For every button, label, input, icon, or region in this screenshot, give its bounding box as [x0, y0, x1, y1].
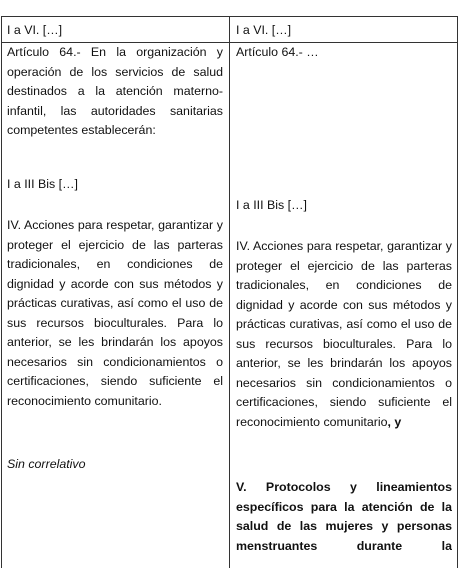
left-iv-line: certificaciones, siendo suficiente el	[7, 374, 223, 388]
right-v-line: específicos para la atención de la	[236, 499, 452, 514]
right-iv-line: necesarios sin condicionamientos o	[236, 375, 452, 390]
left-article-line: competentes establecerán:	[7, 123, 156, 137]
right-iv-line: prácticas curativas, así como el uso de	[236, 317, 452, 331]
right-iv-line: IV. Acciones para respetar, garantizar y	[236, 239, 452, 253]
left-iv-line: necesarios sin condicionamientos o	[7, 354, 223, 369]
right-iv-last-line	[236, 413, 452, 433]
right-v-line: salud de las mujeres y personas	[236, 519, 452, 533]
left-sin-correlativo	[7, 455, 223, 475]
left-fraction-iv	[7, 216, 223, 411]
table-border-middle	[229, 16, 230, 568]
left-article-line: infantil, las autoridades sanitarias	[7, 103, 223, 118]
table-border-right	[457, 16, 458, 568]
table-border-top	[1, 16, 458, 17]
table-border-left	[1, 16, 2, 568]
right-iv-last-text: reconocimiento comunitario	[236, 414, 388, 429]
right-bis-cell	[236, 196, 452, 216]
sin-correlativo-text: Sin correlativo	[7, 457, 86, 471]
left-iv-line: proteger el ejercicio de las parteras	[7, 237, 223, 252]
right-iv-line: anterior, se les brindarán los apoyos	[236, 356, 452, 370]
left-iv-line: tradicionales, en condiciones de	[7, 257, 223, 271]
right-iv-line: tradicionales, en condiciones de	[236, 278, 452, 292]
right-fraction-iv	[236, 237, 452, 432]
left-article-64	[7, 43, 223, 141]
right-header-text: I a VI. […]	[236, 23, 292, 37]
left-iv-line: prácticas curativas, así como el uso de	[7, 296, 223, 310]
left-iv-line: reconocimiento comunitario.	[7, 393, 162, 408]
left-iv-line: IV. Acciones para respetar, garantizar y	[7, 218, 223, 232]
left-bis-cell	[7, 175, 223, 195]
left-iv-line: sus recursos bioculturales. Para lo	[7, 315, 223, 330]
right-article-text: Artículo 64.- …	[236, 45, 319, 59]
right-bis-text: I a III Bis […]	[236, 198, 307, 212]
left-bis-text: I a III Bis […]	[7, 177, 78, 191]
right-article-64	[236, 43, 452, 63]
right-iv-line: dignidad y acorde con sus métodos y	[236, 297, 452, 312]
left-iv-line: anterior, se les brindarán los apoyos	[7, 335, 223, 349]
left-article-line: destinados a la atención materno-	[7, 84, 223, 98]
right-fraction-v	[236, 478, 452, 556]
right-iv-line: sus recursos bioculturales. Para lo	[236, 336, 452, 351]
right-header-cell	[236, 21, 452, 41]
left-iv-line: dignidad y acorde con sus métodos y	[7, 276, 223, 291]
right-v-line: menstruantes durante la	[236, 538, 452, 553]
right-v-line: V. Protocolos y lineamientos	[236, 480, 452, 494]
right-iv-line: proteger el ejercicio de las parteras	[236, 258, 452, 273]
right-iv-line: certificaciones, siendo suficiente el	[236, 395, 452, 409]
left-article-line: Artículo 64.- En la organización y	[7, 45, 223, 59]
left-article-line: operación de los servicios de salud	[7, 64, 223, 79]
right-iv-added-text: , y	[387, 414, 402, 429]
left-header-text: I a VI. […]	[7, 23, 63, 37]
left-header-cell	[7, 21, 223, 41]
